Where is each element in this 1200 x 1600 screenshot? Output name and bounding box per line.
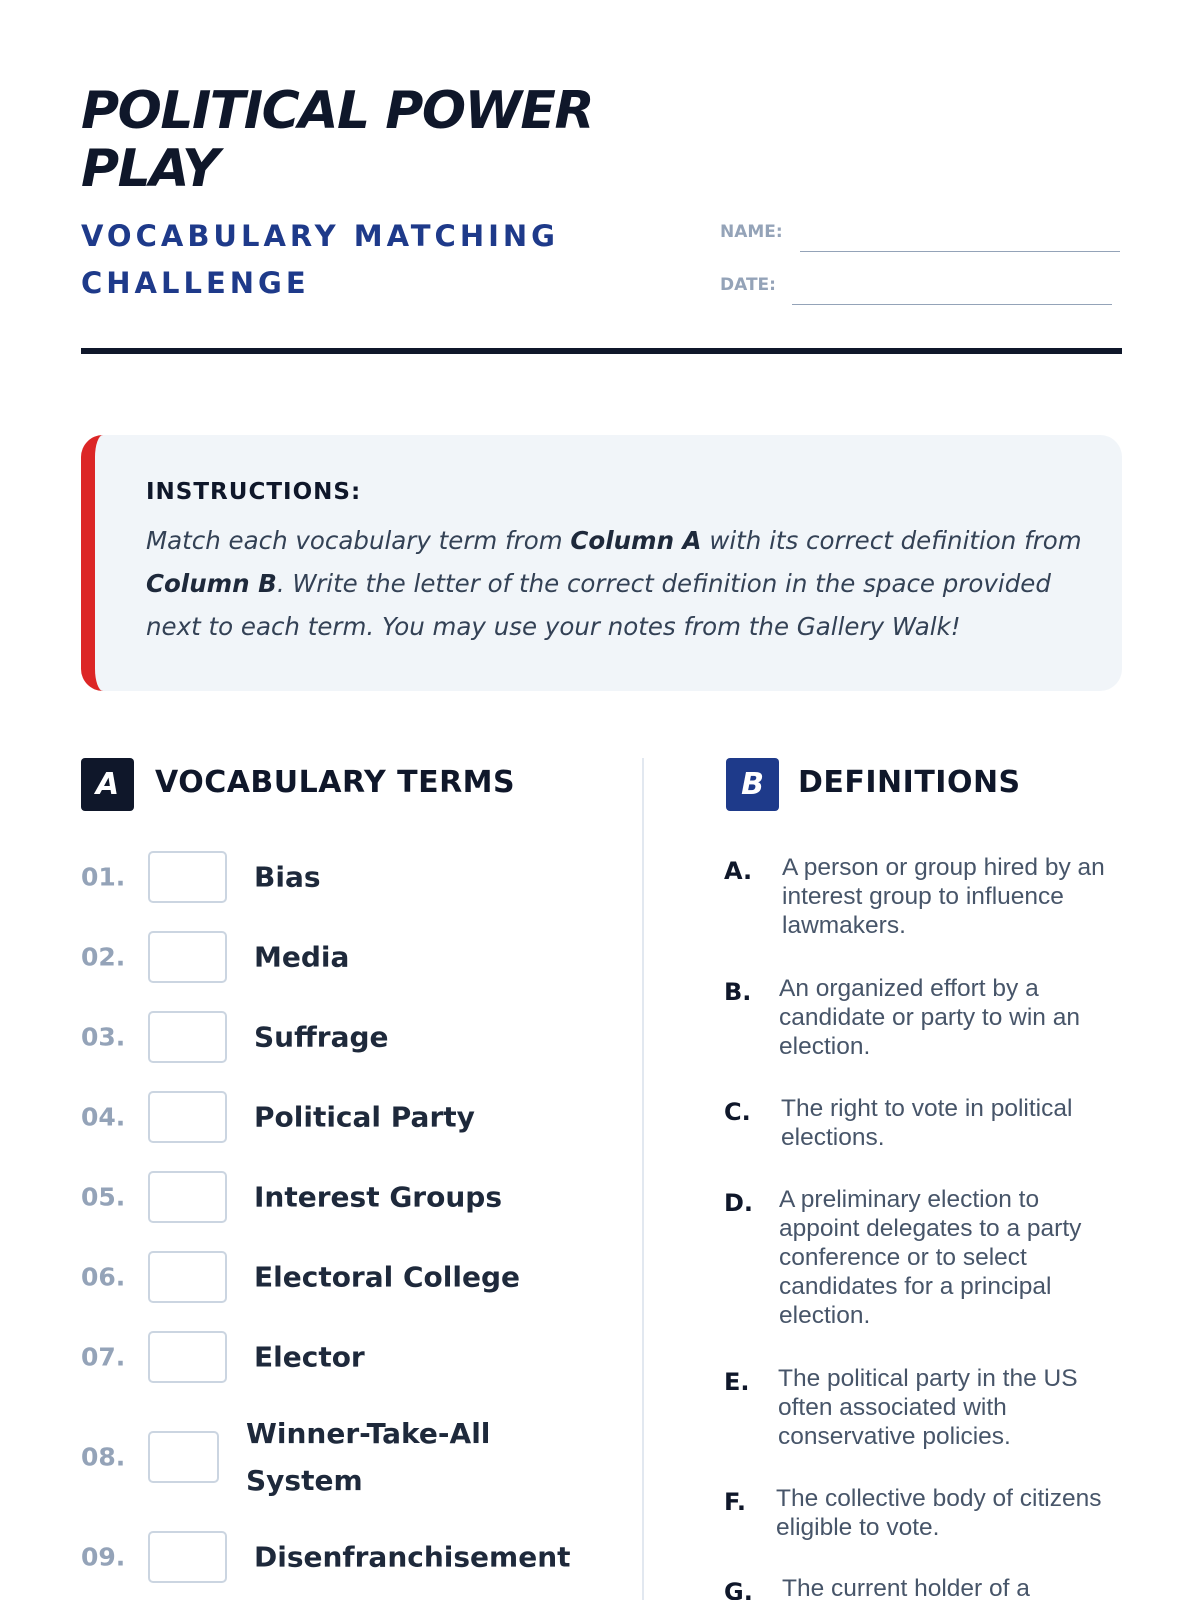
- answer-box[interactable]: [148, 1531, 227, 1583]
- page-title: POLITICAL POWER PLAY: [81, 81, 593, 199]
- answer-box[interactable]: [148, 1431, 219, 1483]
- name-label: NAME:: [720, 222, 783, 242]
- instructions-heading: INSTRUCTIONS:: [146, 479, 362, 505]
- term-number: 04.: [81, 1102, 126, 1132]
- definition-letter: G.: [724, 1578, 753, 1600]
- definition-text: An organized effort by a candidate or party to win an election.: [779, 975, 1080, 1060]
- term-number: 05.: [81, 1182, 126, 1212]
- term-row: [81, 1527, 581, 1587]
- term-label: Political Party: [254, 1100, 475, 1134]
- term-label: Bias: [254, 860, 321, 894]
- answer-box[interactable]: [148, 1091, 227, 1143]
- term-label: Winner-Take-All System: [246, 1417, 491, 1497]
- term-label: Suffrage: [254, 1020, 389, 1054]
- term-number: 08.: [81, 1442, 126, 1472]
- term-row: [81, 927, 581, 987]
- answer-box[interactable]: [148, 1171, 227, 1223]
- definition-letter: A.: [724, 857, 753, 885]
- term-label: Interest Groups: [254, 1180, 502, 1214]
- instructions-box: [81, 435, 1122, 691]
- answer-box[interactable]: [148, 931, 227, 983]
- definition-text: The collective body of citizens eligible to vote.: [776, 1485, 1102, 1541]
- term-number: 09.: [81, 1542, 126, 1572]
- term-row: [81, 1327, 581, 1387]
- term-row: [81, 1247, 581, 1307]
- definition-text: A person or group hired by an interest group to influence lawmakers.: [782, 854, 1105, 939]
- term-label: Electoral College: [254, 1260, 520, 1294]
- definition-letter: B.: [724, 978, 752, 1006]
- term-number: 03.: [81, 1022, 126, 1052]
- answer-box[interactable]: [148, 1331, 227, 1383]
- term-row: [81, 847, 581, 907]
- term-row: [81, 1087, 581, 1147]
- definition-text: A preliminary election to appoint delegates to a party conference or to select candidates for a principal election.: [779, 1186, 1082, 1329]
- term-row: [81, 1167, 581, 1227]
- name-field[interactable]: [800, 251, 1120, 252]
- date-label: DATE:: [720, 275, 776, 295]
- answer-box[interactable]: [148, 851, 227, 903]
- term-label: Media: [254, 940, 350, 974]
- definition-letter: F.: [724, 1488, 746, 1516]
- column-divider: [642, 758, 644, 1600]
- term-number: 07.: [81, 1342, 126, 1372]
- answer-box[interactable]: [148, 1251, 227, 1303]
- column-a-title: VOCABULARY TERMS: [155, 765, 516, 800]
- instructions-text: Match each vocabulary term from Column A with its correct definition from Column B. Write the letter of the correct definition in the space provided next to each term. You may use your notes from the Gallery Walk!: [146, 526, 1082, 641]
- term-number: 01.: [81, 862, 126, 892]
- term-label: Elector: [254, 1340, 365, 1374]
- definition-text: The right to vote in political elections.: [781, 1095, 1073, 1151]
- header-divider: [81, 348, 1122, 354]
- answer-box[interactable]: [148, 1011, 227, 1063]
- column-b-title: DEFINITIONS: [798, 765, 1021, 800]
- column-a-badge: A: [81, 758, 134, 811]
- term-row: [81, 1007, 581, 1067]
- term-number: 02.: [81, 942, 126, 972]
- definition-letter: E.: [724, 1368, 750, 1396]
- date-field[interactable]: [792, 304, 1112, 305]
- definition-text: The political party in the US often associated with conservative policies.: [778, 1365, 1078, 1450]
- term-row: [81, 1387, 581, 1527]
- definition-letter: C.: [724, 1098, 751, 1126]
- definition-letter: D.: [724, 1189, 754, 1217]
- term-label: Disenfranchisement: [254, 1540, 571, 1574]
- column-b-badge: B: [726, 758, 779, 811]
- page-subtitle: VOCABULARY MATCHING CHALLENGE: [81, 219, 559, 300]
- term-number: 06.: [81, 1262, 126, 1292]
- definition-text: The current holder of a: [782, 1575, 1030, 1600]
